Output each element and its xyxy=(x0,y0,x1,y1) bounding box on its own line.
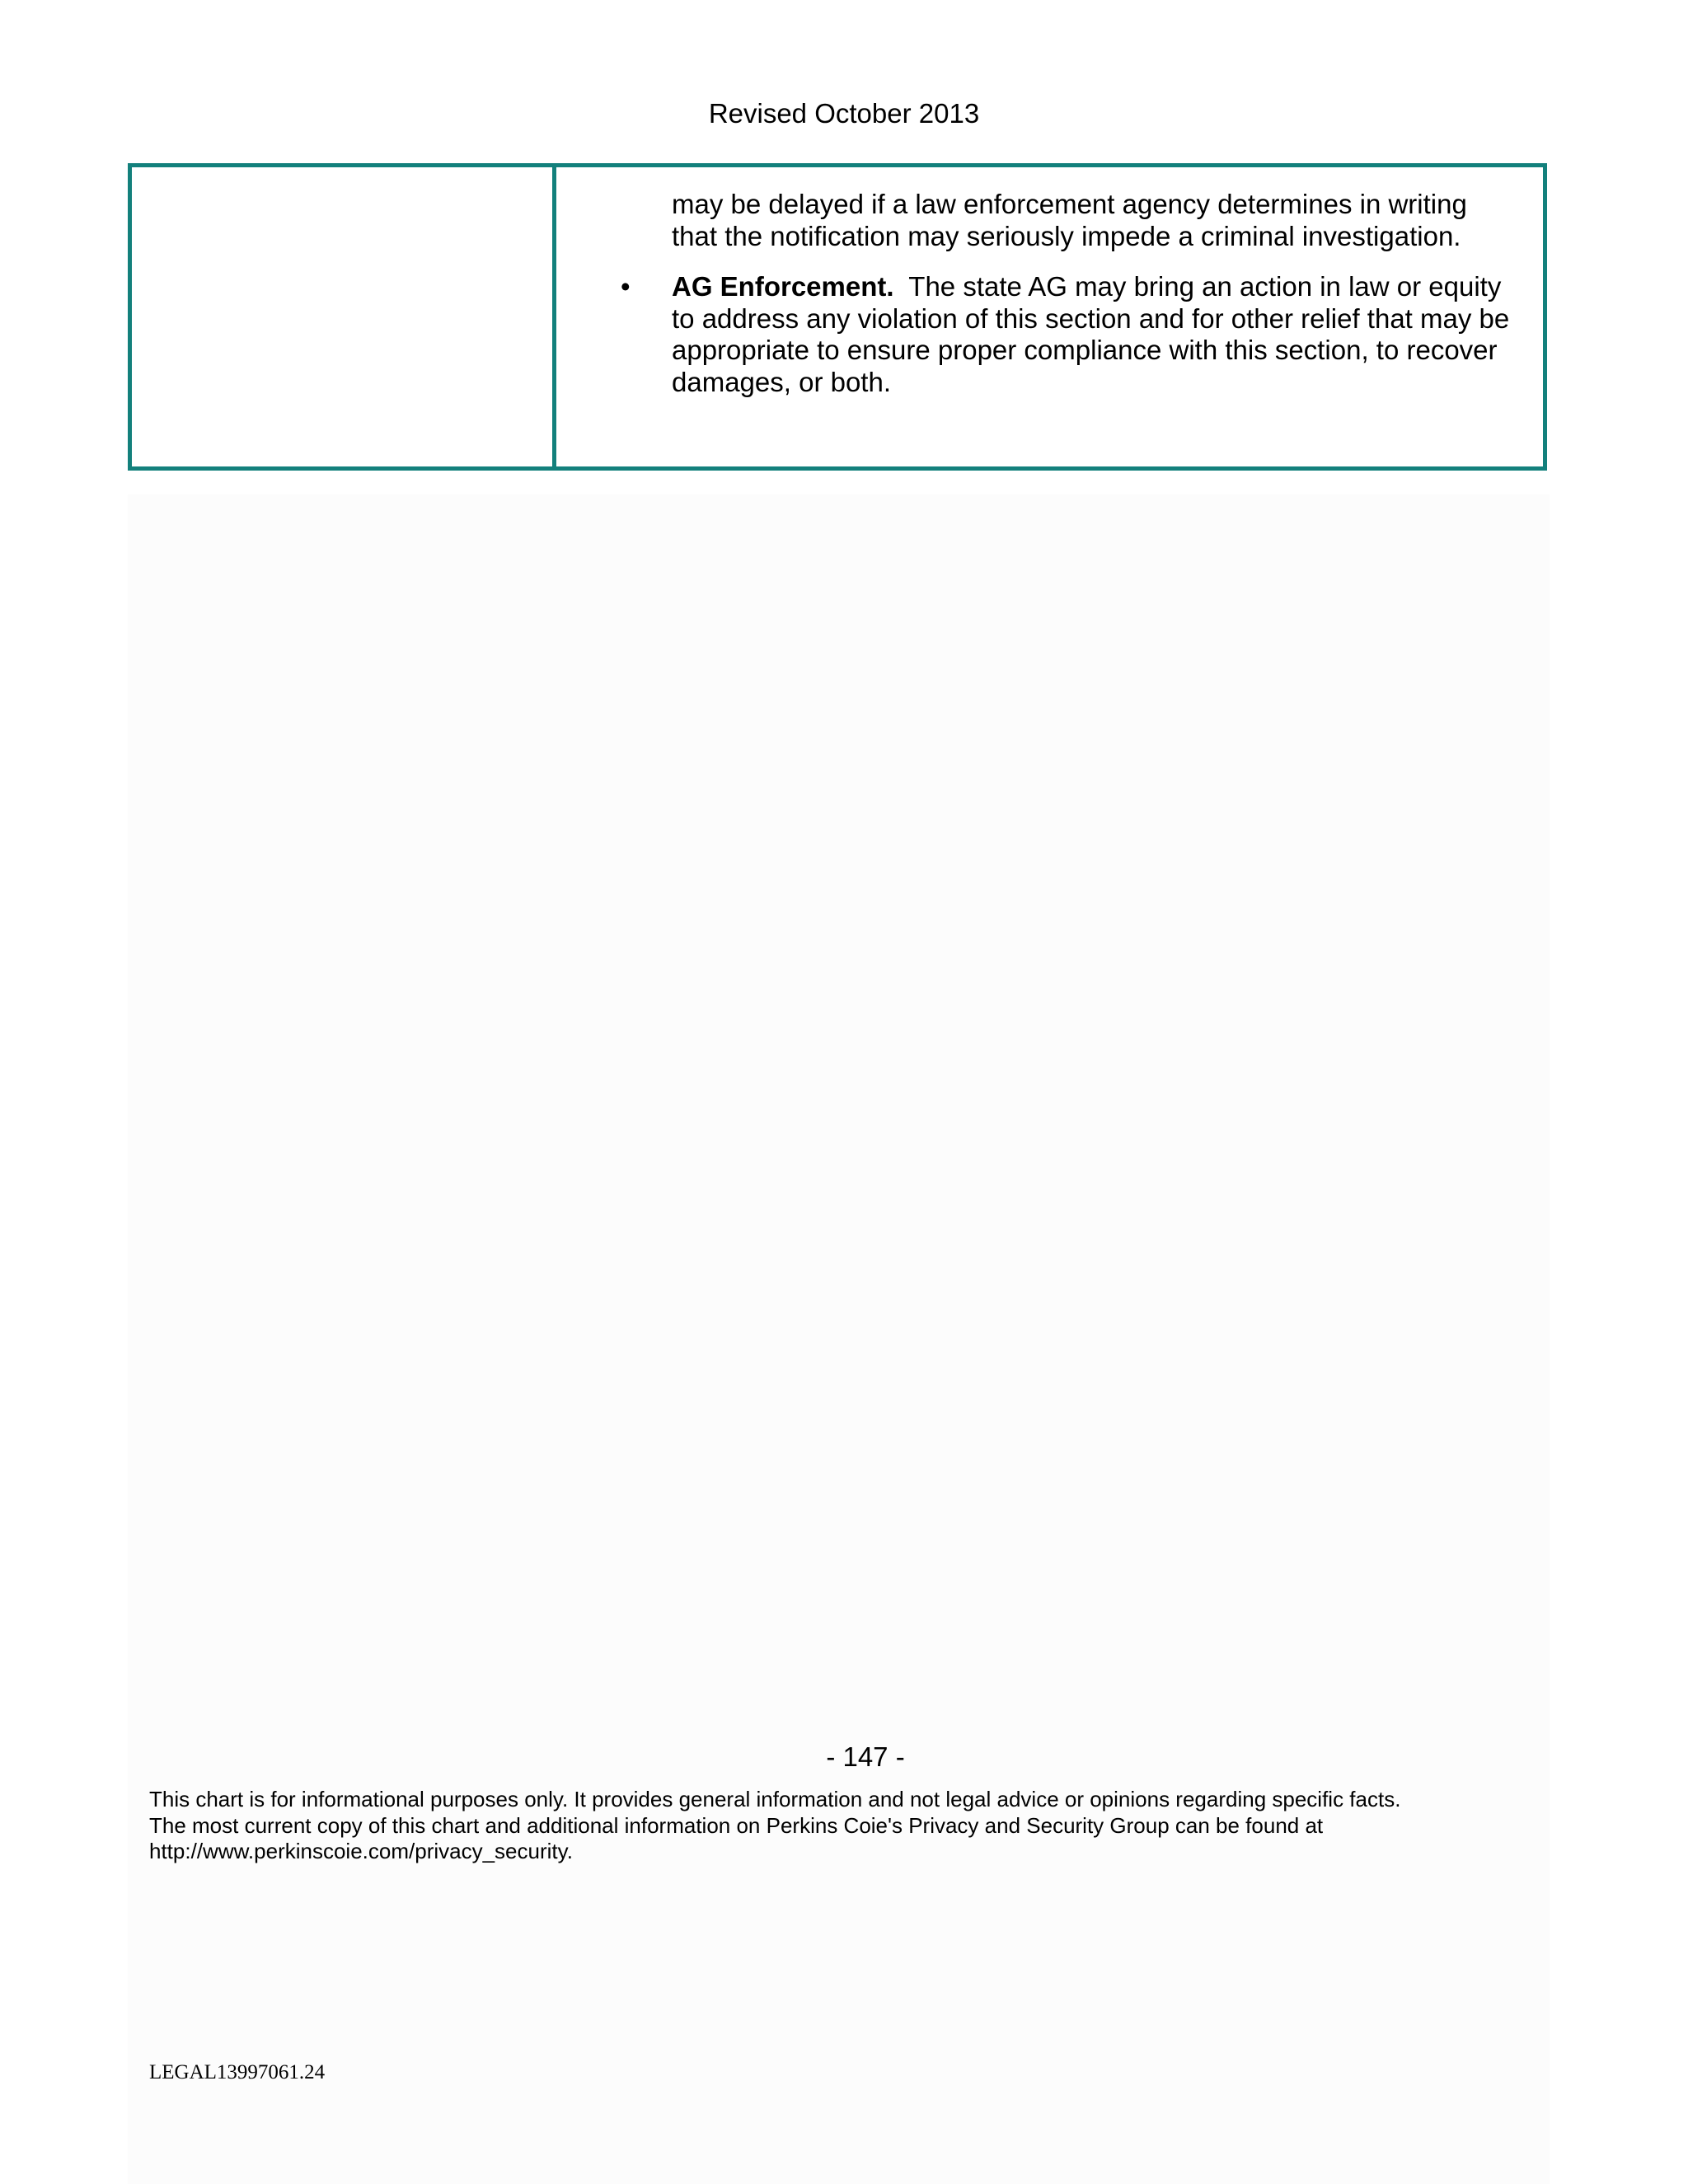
footer-disclaimer xyxy=(149,1787,1550,1865)
bullet-heading: AG Enforcement. xyxy=(672,271,894,302)
continued-line: may be delayed if a law enforcement agency determines in writing xyxy=(672,189,1467,219)
disclaimer-line: This chart is for informational purposes only. It provides general information and not legal advice or opinions regarding specific facts. xyxy=(149,1787,1401,1811)
bullet-item-ag-enforcement xyxy=(621,271,1548,398)
table-right-cell xyxy=(556,167,1543,466)
bullet-line: to address any violation of this section and for other relief that may be xyxy=(672,302,1510,334)
bullet-line-text: The state AG may bring an action in law or equity xyxy=(908,271,1502,302)
table-left-cell xyxy=(132,167,556,466)
bullet-icon: • xyxy=(621,271,631,302)
page-number: - 147 - xyxy=(826,1741,905,1772)
continued-paragraph xyxy=(672,189,1537,252)
revision-date: Revised October 2013 xyxy=(708,98,980,129)
bullet-line xyxy=(672,271,1548,303)
content-table xyxy=(128,163,1547,471)
bullet-line: appropriate to ensure proper compliance with this section, to recover xyxy=(672,335,1498,365)
bullet-text xyxy=(672,271,1548,398)
continued-line: that the notification may seriously impede a criminal investigation. xyxy=(672,220,1461,251)
bullet-line: damages, or both. xyxy=(672,366,891,397)
document-id: LEGAL13997061.24 xyxy=(149,2061,326,2083)
page-background xyxy=(128,494,1550,2184)
disclaimer-line: The most current copy of this chart and additional information on Perkins Coie's Privacy and Security Group can be found at xyxy=(149,1812,1324,1838)
disclaimer-url: http://www.perkinscoie.com/privacy_security. xyxy=(149,1839,573,1863)
